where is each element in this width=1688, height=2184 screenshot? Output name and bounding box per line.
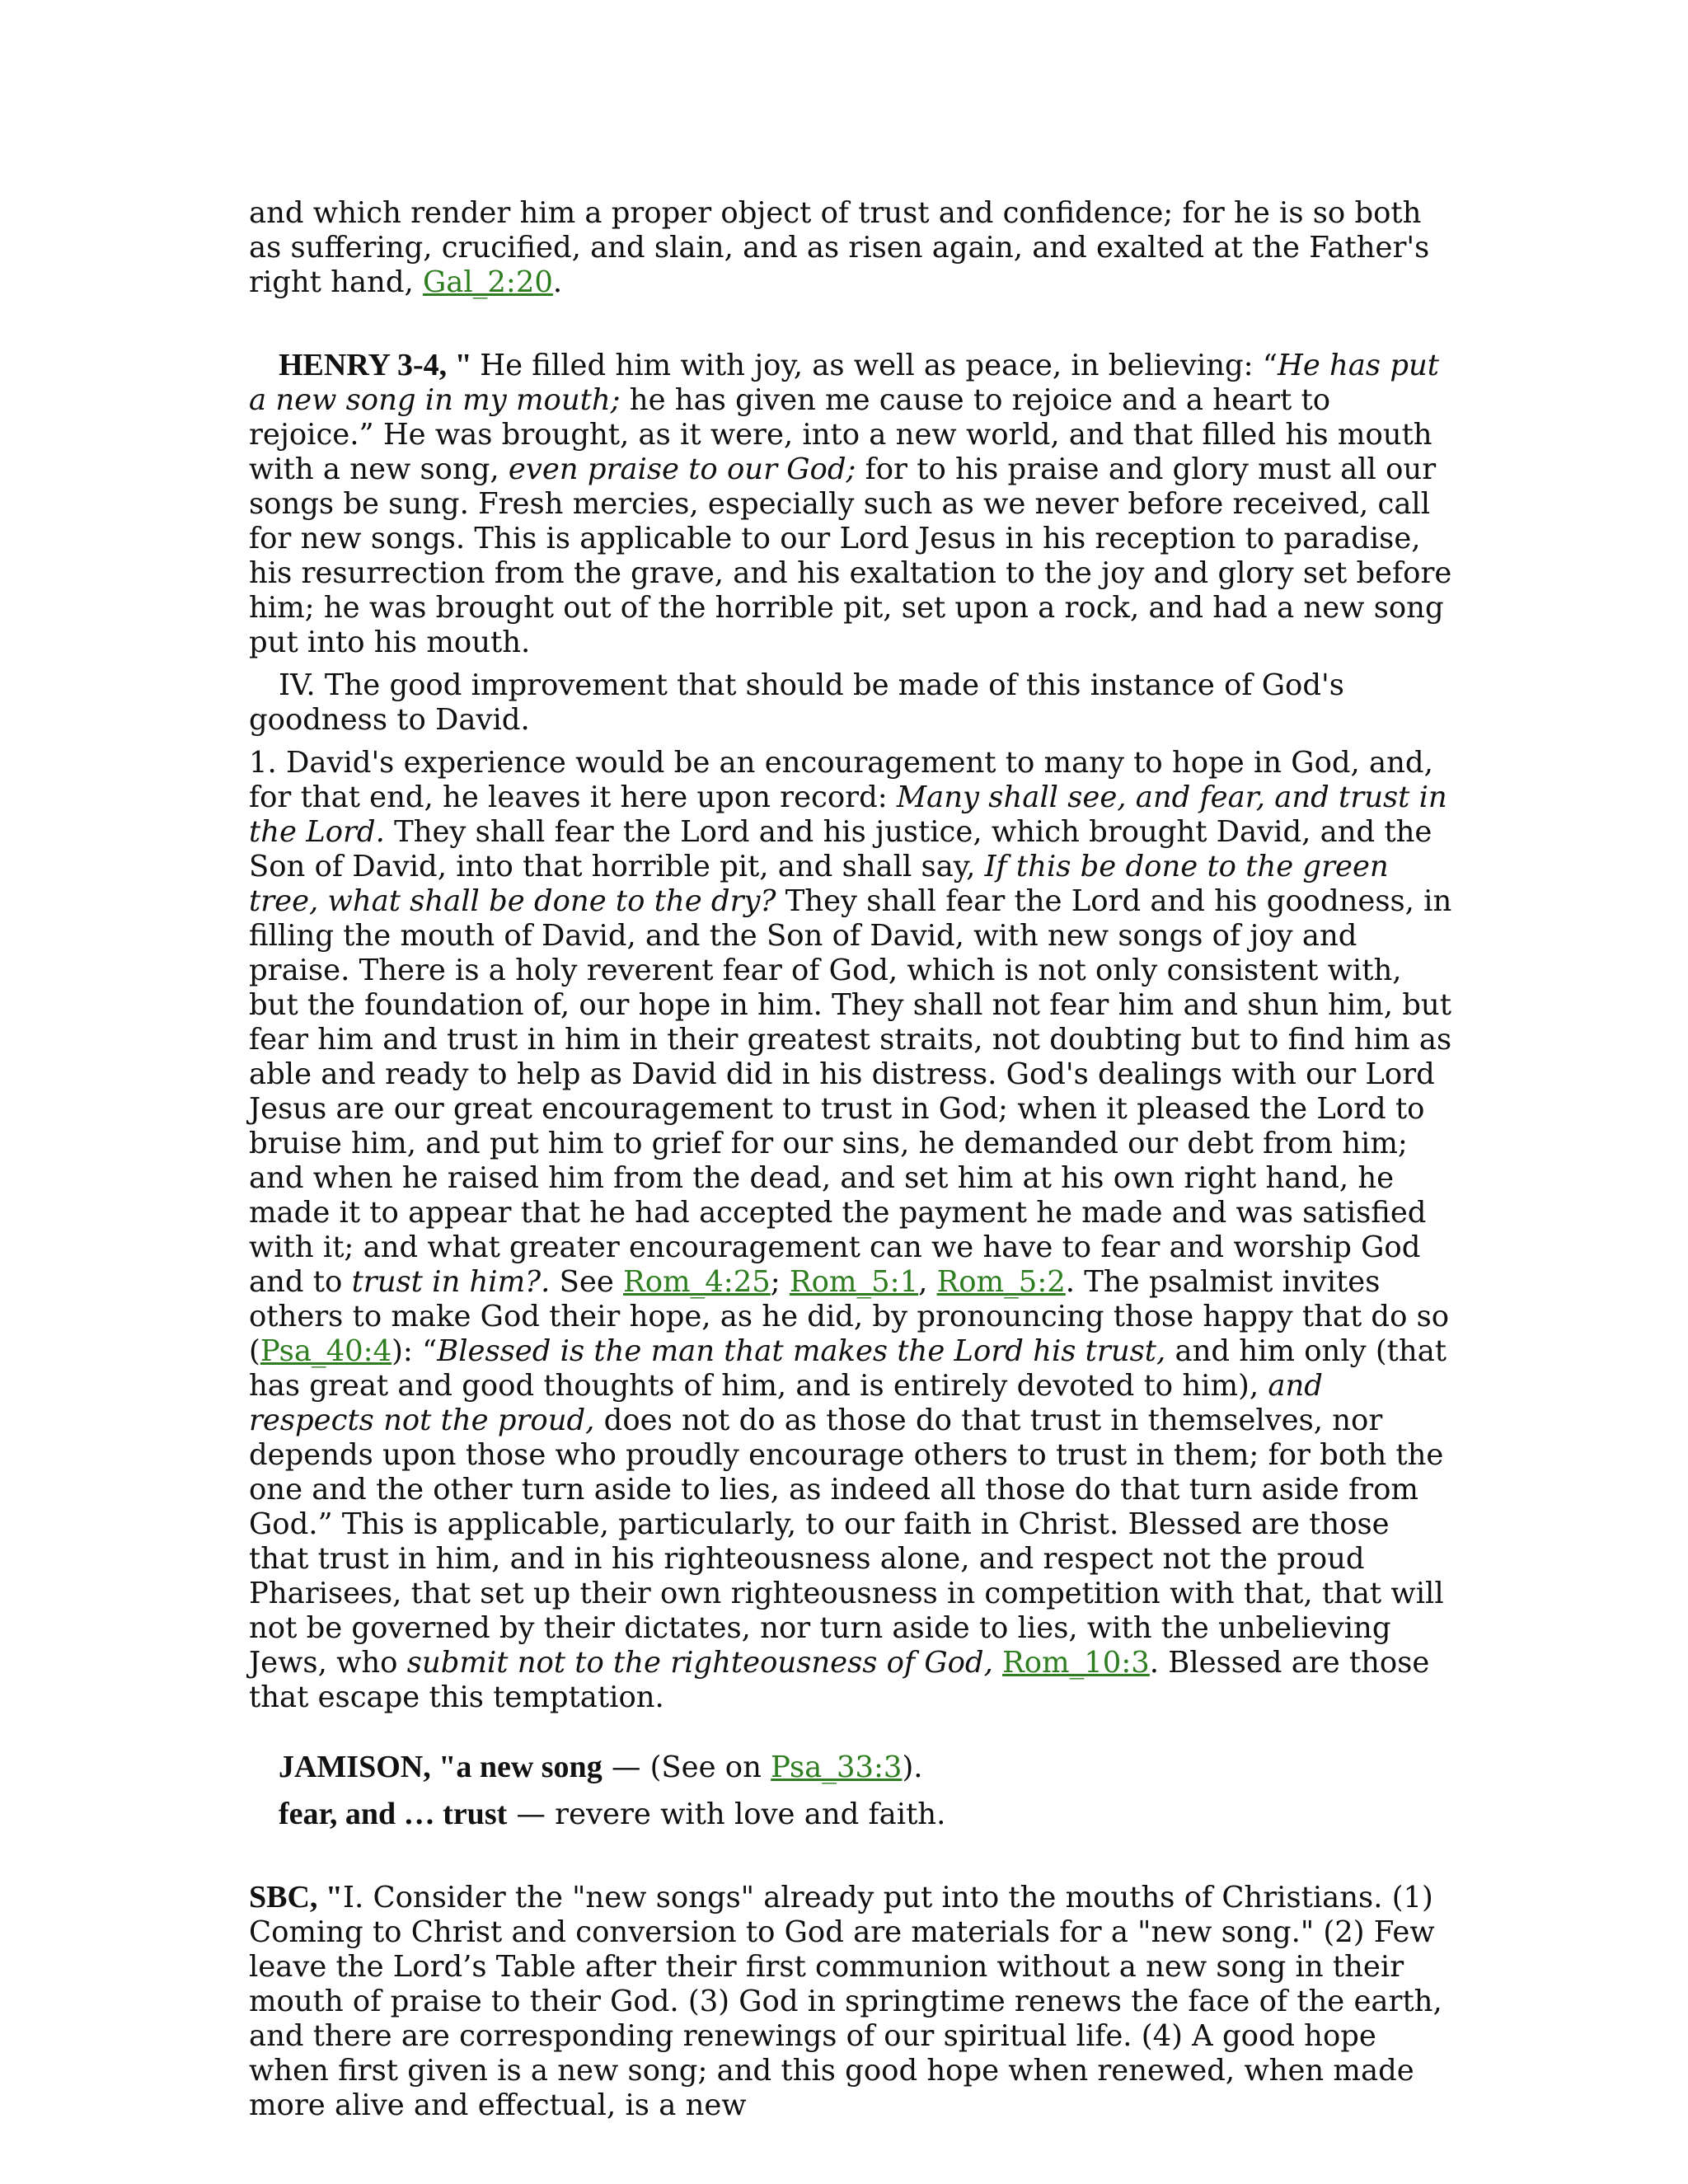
- link-gal-2-20[interactable]: Gal_2:20: [423, 265, 553, 299]
- paragraph-point-1: [249, 746, 1452, 1715]
- sbc-label: SBC, ": [249, 1880, 344, 1915]
- paragraph-text: and him only (that has great and good thoughts of him, and is entirely devoted to him),: [249, 1334, 1447, 1403]
- italic-quote: and respects not the proud,: [249, 1369, 1323, 1437]
- paragraph-text: .: [552, 265, 563, 299]
- paragraph-text: 1. David's experience would be an encouragement to many to hope in God, and, for that end, he leaves it here upon record:: [249, 746, 1433, 814]
- paragraph-text: he has given me cause to rejoice and a heart to rejoice.” He was brought, as it were, into a new world, and that filled his mouth with a new song,: [249, 383, 1432, 486]
- document-page: [249, 196, 1452, 2123]
- paragraph-text: They shall fear the Lord and his goodness, in filling the mouth of David, and the Son of David, with new songs of joy and praise. There is a holy reverent fear of God, which is not only consistent with, but the foundation of, our hope in him. They shall not fear him and shun him, but fear him and trust in him in their greatest straits, not doubting but to find him as able and ready to help as David did in his distress. God's dealings with our Lord Jesus are our great encouragement to trust in God; when it pleased the Lord to bruise him, and put him to grief for our sins, he demanded our debt from him; and when he raised him from the dead, and set him at his own right hand, he made it to appear that he had accepted the payment he made and was satisfied with it; and what greater encouragement can we have to fear and worship God and to: [249, 884, 1452, 1299]
- link-psa-40-4[interactable]: Psa_40:4: [260, 1334, 392, 1368]
- separator: ,: [918, 1265, 937, 1299]
- paragraph-text: ).: [902, 1750, 923, 1784]
- paragraph-text: — revere with love and faith.: [507, 1797, 946, 1831]
- link-rom-5-2[interactable]: Rom_5:2: [936, 1265, 1066, 1299]
- paragraph-text: See: [550, 1265, 624, 1299]
- paragraph-text: [993, 1646, 1002, 1680]
- link-rom-5-1[interactable]: Rom_5:1: [789, 1265, 919, 1299]
- italic-quote: He has put a new song in my mouth;: [249, 349, 1439, 417]
- paragraph-text: He filled him with joy, as well as peace, in believing: “: [480, 349, 1278, 382]
- paragraph-text: and which render him a proper object of trust and confidence; for he is so both as suffering, crucified, and slain, and as risen again, and exalted at the Father's right hand,: [249, 196, 1430, 299]
- henry-commentary: [249, 348, 1452, 660]
- italic-quote: If this be done to the green tree, what shall be done to the dry?: [249, 850, 1389, 918]
- link-psa-33-3[interactable]: Psa_33:3: [771, 1750, 903, 1784]
- paragraph-gal-conclusion: [249, 196, 1452, 300]
- link-rom-4-25[interactable]: Rom_4:25: [623, 1265, 771, 1299]
- jamison-commentary: [249, 1750, 1452, 1785]
- paragraph-text: — (See on: [602, 1750, 771, 1784]
- sbc-commentary: [249, 1880, 1452, 2123]
- paragraph-text: I. Consider the "new songs" already put into the mouths of Christians. (1) Coming to Christ and conversion to God are materials for a "new song." (2) Few leave the Lord’s Table after their first communion without a new song in their mouth of praise to their God. (3) God in springtime renews the face of the earth, and there are corresponding renewings of our spiritual life. (4) A good hope when first given is a new song; and this good hope when renewed, when made more alive and effectual, is a new: [249, 1881, 1442, 2122]
- jamison-fear-trust: [249, 1797, 1452, 1832]
- italic-quote: Blessed is the man that makes the Lord his trust,: [437, 1334, 1166, 1368]
- paragraph-text: They shall fear the Lord and his justice, which brought David, and the Son of David, into that horrible pit, and shall say,: [249, 815, 1432, 883]
- italic-quote: trust in him?.: [351, 1265, 551, 1299]
- italic-quote: Many shall see, and fear, and trust in the Lord.: [249, 780, 1447, 849]
- paragraph-text: . Blessed are those that escape this temptation.: [249, 1646, 1430, 1714]
- separator: ;: [770, 1265, 790, 1299]
- paragraph-text: ): “: [392, 1334, 438, 1368]
- section-iv-heading: IV. The good improvement that should be made of this instance of God's goodness to David.: [249, 668, 1344, 737]
- paragraph-text: for to his praise and glory must all our songs be sung. Fresh mercies, especially such as we never before received, call for new songs. This is applicable to our Lord Jesus in his reception to paradise, his resurrection from the grave, and his exaltation to the joy and glory set before him; he was brought out of the horrible pit, set upon a rock, and had a new song put into his mouth.: [249, 452, 1452, 659]
- henry-label: HENRY 3-4, ": [279, 348, 481, 382]
- paragraph-text: does not do as those do that trust in themselves, nor depends upon those who proudly encourage others to trust in them; for both the one and the other turn aside to lies, as indeed all those do that turn aside from God.” This is applicable, particularly, to our faith in Christ. Blessed are those that trust in him, and in his righteousness alone, and respect not the proud Pharisees, that set up their own righteousness in competition with that, that will not be governed by their dictates, nor turn aside to lies, with the unbelieving Jews, who: [249, 1404, 1444, 1680]
- italic-quote: submit not to the righteousness of God,: [406, 1646, 993, 1680]
- italic-quote: even praise to our God;: [508, 452, 856, 486]
- jamison-term: fear, and … trust: [279, 1797, 508, 1831]
- link-rom-10-3[interactable]: Rom_10:3: [1002, 1646, 1150, 1680]
- paragraph-text: . The psalmist invites others to make God their hope, as he did, by pronouncing those happy that do so (: [249, 1265, 1450, 1368]
- jamison-label: JAMISON, "a new song: [279, 1750, 603, 1784]
